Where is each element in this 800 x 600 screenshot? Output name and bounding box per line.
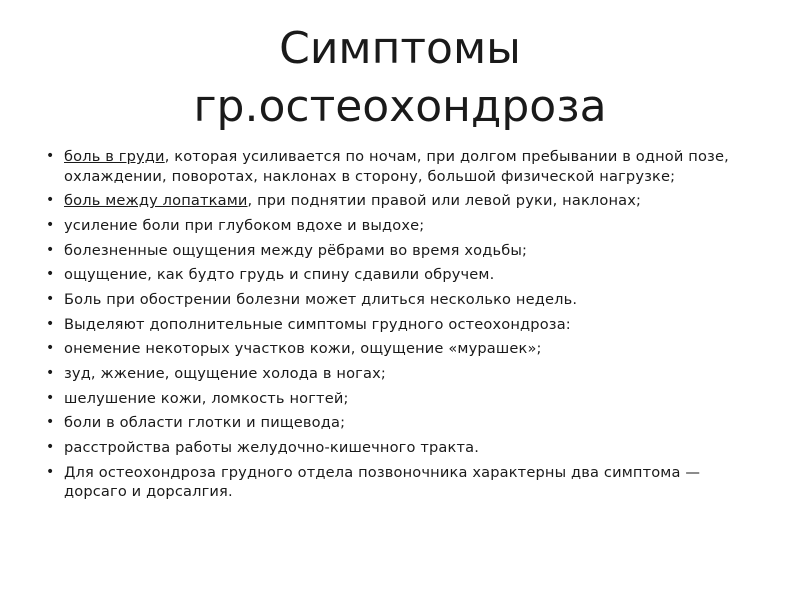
list-item-text: расстройства работы желудочно-кишечного тракта.: [64, 439, 480, 457]
bullet-icon: •: [46, 414, 55, 431]
list-item: [44, 339, 756, 359]
list-item-text: , при поднятии правой или левой руки, наклонах;: [247, 192, 642, 210]
bullet-icon: •: [46, 148, 55, 164]
bullet-icon: •: [46, 290, 55, 307]
list-item-text: онемение некоторых участков кожи, ощущение «мурашек»;: [64, 340, 542, 358]
bullet-icon: •: [46, 389, 55, 406]
bullet-icon: •: [46, 463, 55, 480]
bullet-icon: •: [46, 241, 55, 258]
list-item-text: зуд, жжение, ощущение холода в ногах;: [64, 365, 386, 382]
bullet-icon: •: [46, 365, 55, 381]
list-item: [44, 438, 756, 458]
list-item: [44, 315, 756, 335]
bullet-icon: •: [46, 266, 55, 283]
list-item-text: Боль при обострении болезни может длиться несколько недель.: [64, 290, 578, 308]
list-item: [44, 191, 756, 211]
list-item: [44, 413, 756, 433]
list-item: [44, 364, 756, 384]
bullet-icon: •: [46, 439, 55, 456]
list-item: [44, 241, 756, 261]
symptom-list: [44, 147, 756, 507]
list-item: [44, 216, 756, 236]
list-item-text: Для остеохондроза грудного отдела позвоночника характерны два симптома — дорсаго и дорсалгия.: [64, 463, 701, 501]
list-item: [44, 265, 756, 285]
list-item: [44, 290, 756, 310]
list-item-text: Выделяют дополнительные симптомы грудного остеохондроза:: [64, 315, 571, 333]
bullet-icon: •: [46, 192, 55, 209]
list-item: [44, 463, 756, 502]
slide-title: [0, 20, 800, 136]
list-item-lead: боль в груди: [64, 148, 165, 165]
list-item: [44, 389, 756, 409]
list-item: [44, 147, 756, 186]
list-item-text: , которая усиливается по ночам, при долгом пребывании в одной позе, охлаждении, поворотах, наклонах в сторону, большой физической нагрузке;: [64, 148, 729, 185]
bullet-icon: •: [46, 315, 55, 332]
list-item-text: шелушение кожи, ломкость ногтей;: [64, 389, 349, 407]
bullet-icon: •: [46, 340, 55, 357]
list-item-text: болезненные ощущения между рёбрами во время ходьбы;: [64, 241, 528, 259]
slide-title-line-2: гр.остеохондроза: [193, 81, 607, 132]
slide-title-line-1: Симптомы: [279, 23, 521, 74]
list-item-text: усиление боли при глубоком вдохе и выдохе;: [64, 216, 425, 234]
list-item-lead: боль между лопатками: [64, 192, 248, 210]
list-item-text: боли в области глотки и пищевода;: [64, 414, 346, 432]
bullet-icon: •: [46, 216, 55, 233]
list-item-text: ощущение, как будто грудь и спину сдавили обручем.: [64, 266, 495, 284]
